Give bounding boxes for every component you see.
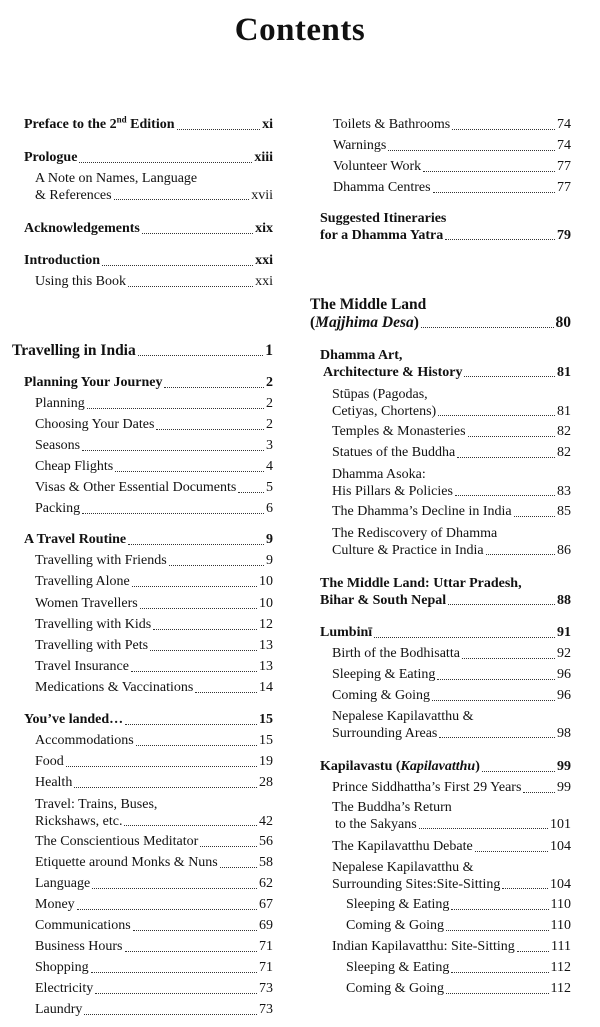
toc-page-number: 88 [557, 592, 571, 608]
toc-page-number: 13 [259, 659, 273, 674]
toc-page-number: 71 [259, 939, 273, 954]
toc-page-number: 77 [557, 180, 571, 195]
toc-entry-label: The Dhamma’s Decline in India [332, 504, 512, 519]
leader-dots [74, 787, 257, 788]
toc-entry-label: Choosing Your Dates [35, 417, 155, 432]
toc-page-number: 9 [266, 553, 273, 568]
toc-entry-label: Laundry [35, 1002, 83, 1017]
toc-page-number: xvii [251, 187, 273, 203]
toc-entry [333, 180, 571, 197]
toc-entry-label-line: A Note on Names, Language [35, 171, 198, 186]
leader-dots [153, 629, 257, 630]
toc-entry-label: Using this Book [35, 274, 127, 289]
toc-entry-label: Language [35, 876, 91, 891]
toc-entry [35, 834, 273, 851]
toc-entry [24, 375, 273, 392]
toc-entry [35, 939, 273, 956]
toc-page-number: 79 [557, 227, 571, 243]
toc-page-number: xix [255, 221, 273, 236]
toc-entry [320, 211, 571, 244]
leader-dots [482, 771, 555, 772]
toc-entry [35, 553, 273, 570]
toc-entry [24, 712, 273, 729]
toc-entry [35, 733, 273, 750]
toc-entry [35, 617, 273, 634]
toc-entry [35, 897, 273, 914]
toc-entry-label: Lumbinī [320, 625, 373, 640]
leader-dots [77, 909, 257, 910]
toc-entry [346, 897, 571, 914]
toc-page-number: 56 [259, 834, 273, 849]
leader-dots [114, 199, 250, 200]
leader-dots [92, 888, 257, 889]
toc-page-number: 82 [557, 424, 571, 439]
leader-dots [82, 450, 264, 451]
toc-entry [24, 221, 273, 238]
toc-page-number: 92 [557, 646, 571, 661]
toc-entry-label: Visas & Other Essential Documents [35, 480, 237, 495]
toc-page-number: 71 [259, 960, 273, 975]
toc-entry-label: Medications & Vaccinations [35, 680, 194, 695]
toc-entry-label: Indian Kapilavatthu: Site-Sitting [332, 939, 515, 954]
toc-entry-label: Communications [35, 918, 131, 933]
leader-dots [432, 700, 555, 701]
leader-dots [133, 930, 257, 931]
leader-dots [169, 565, 264, 566]
toc-page-number: 2 [266, 396, 273, 411]
toc-entry [35, 438, 273, 455]
toc-entry [35, 960, 273, 977]
toc-page-number: 112 [550, 981, 571, 996]
toc-page-number: 2 [266, 417, 273, 432]
leader-dots [164, 387, 264, 388]
leader-dots [462, 658, 555, 659]
leader-dots [502, 888, 548, 889]
toc-entry-label-line: The Middle Land [310, 296, 427, 313]
leader-dots [388, 150, 555, 151]
leader-dots [445, 239, 555, 240]
leader-dots [423, 171, 555, 172]
leader-dots [91, 972, 257, 973]
toc-entry-label: Surrounding Areas [332, 725, 438, 741]
leader-dots [374, 637, 555, 638]
toc-entry-label: Coming & Going [332, 688, 431, 703]
toc-entry-label-line: Stūpas (Pagodas, [332, 387, 428, 402]
toc-entry [332, 467, 571, 500]
toc-page-number: 42 [259, 813, 273, 829]
leader-dots [87, 408, 264, 409]
leader-dots [437, 679, 555, 680]
leader-dots [66, 766, 257, 767]
toc-page-number: 19 [259, 754, 273, 769]
toc-entry-label: Cheap Flights [35, 459, 114, 474]
toc-entry-label [24, 114, 175, 134]
toc-entry-label: Travelling Alone [35, 574, 130, 589]
toc-page-number: 104 [550, 839, 571, 854]
toc-entry-label: Accommodations [35, 733, 134, 748]
leader-dots [195, 692, 257, 693]
toc-entry [310, 296, 571, 332]
leader-dots [138, 355, 264, 356]
leader-dots [523, 792, 555, 793]
toc-entry [35, 659, 273, 676]
toc-page-number: 67 [259, 897, 273, 912]
toc-page-number: 96 [557, 688, 571, 703]
toc-entry-label: Etiquette around Monks & Nuns [35, 855, 218, 870]
leader-dots [95, 993, 257, 994]
leader-dots [517, 951, 549, 952]
toc-page-number: 110 [550, 918, 571, 933]
leader-dots [142, 233, 253, 234]
toc-page-number: 6 [266, 501, 273, 516]
toc-entry [320, 348, 571, 381]
toc-entry-label: Introduction [24, 253, 100, 268]
toc-entry-label: Birth of the Bodhisatta [332, 646, 460, 661]
leader-dots [439, 737, 555, 738]
toc-page-number: 28 [259, 775, 273, 790]
toc-entry [35, 918, 273, 935]
leader-dots [457, 457, 555, 458]
toc-page-number: 110 [550, 897, 571, 912]
leader-dots [451, 909, 548, 910]
leader-dots [421, 327, 554, 328]
toc-page-number: 15 [259, 733, 273, 748]
toc-page-number: 3 [266, 438, 273, 453]
toc-entry-label: Health [35, 775, 73, 790]
leader-dots [451, 972, 548, 973]
leader-dots [514, 516, 555, 517]
toc-page-number: xiii [254, 150, 273, 165]
toc-entry [35, 171, 273, 204]
toc-entry-label: Toilets & Bathrooms [333, 117, 451, 132]
toc-entry [35, 417, 273, 434]
toc-page-number: 83 [557, 483, 571, 499]
toc-entry-label: & References [35, 187, 112, 203]
toc-entry [332, 646, 571, 663]
toc-page-number: 112 [550, 960, 571, 975]
page-title: Contents [234, 12, 366, 48]
toc-page-number: 91 [557, 625, 571, 640]
toc-entry [320, 759, 571, 776]
leader-dots [82, 513, 264, 514]
toc-entry [333, 159, 571, 176]
toc-entry [35, 754, 273, 771]
toc-entry [332, 526, 571, 559]
toc-entry-label: Packing [35, 501, 81, 516]
leader-dots [136, 745, 257, 746]
toc-page-number: 62 [259, 876, 273, 891]
toc-entry-label: (Majjhima Desa) [310, 314, 419, 331]
toc-entry [332, 709, 571, 742]
toc-page-number: 98 [557, 725, 571, 741]
toc-entry [35, 1002, 273, 1019]
leader-dots [433, 192, 555, 193]
leader-dots [438, 415, 555, 416]
toc-page-number: 10 [259, 574, 273, 589]
toc-page-number: 9 [266, 532, 273, 547]
toc-entry-label: Bihar & South Nepal [320, 592, 447, 608]
toc-entry [332, 839, 571, 856]
toc-entry-label-line: Dhamma Art, [320, 348, 403, 363]
toc-entry [24, 150, 273, 167]
toc-entry [333, 117, 571, 134]
toc-entry [35, 680, 273, 697]
leader-dots [128, 544, 264, 545]
toc-entry-label: You’ve landed… [24, 712, 124, 727]
toc-page-number: 85 [557, 504, 571, 519]
toc-page-number: 73 [259, 1002, 273, 1017]
leader-dots [125, 724, 257, 725]
toc-entry-label: Dhamma Centres [333, 180, 431, 195]
toc-entry-label: Travelling with Pets [35, 638, 149, 653]
leader-dots [200, 846, 257, 847]
toc-entry-label: Shopping [35, 960, 89, 975]
toc-entry-label: Rickshaws, etc. [35, 813, 123, 829]
toc-page-number: 14 [259, 680, 273, 695]
toc-entry-label: Coming & Going [346, 981, 445, 996]
leader-dots [84, 1014, 257, 1015]
toc-page-number: 99 [557, 780, 571, 795]
toc-entry-label: Statues of the Buddha [332, 445, 456, 460]
toc-entry-label: Sleeping & Eating [346, 960, 450, 975]
toc-page-number: 111 [551, 939, 571, 954]
toc-entry-label: Volunteer Work [333, 159, 422, 174]
toc-entry-label: Electricity [35, 981, 94, 996]
toc-entry [35, 596, 273, 613]
toc-page-number: 5 [266, 480, 273, 495]
toc-entry [35, 855, 273, 872]
toc-entry-label: A Travel Routine [24, 532, 127, 547]
toc-entry [332, 424, 571, 441]
toc-entry [332, 800, 571, 833]
toc-entry-label-line: Travel: Trains, Buses, [35, 797, 158, 812]
toc-entry-label: Prologue [24, 150, 78, 165]
toc-entry [332, 667, 571, 684]
toc-entry [24, 532, 273, 549]
leader-dots [79, 162, 252, 163]
leader-dots [419, 828, 548, 829]
toc-entry [24, 114, 273, 134]
toc-entry [332, 939, 571, 956]
toc-page-number: 80 [555, 314, 571, 331]
toc-entry [332, 860, 571, 893]
leader-dots [464, 376, 555, 377]
toc-entry-label: Travelling with Kids [35, 617, 152, 632]
leader-dots [238, 492, 264, 493]
toc-entry-label: The Kapilavatthu Debate [332, 839, 473, 854]
toc-entry [35, 797, 273, 830]
toc-page-number: 13 [259, 638, 273, 653]
toc-entry [35, 638, 273, 655]
toc-page-number: 73 [259, 981, 273, 996]
toc-entry-label: to the Sakyans [335, 816, 417, 832]
toc-entry [35, 574, 273, 591]
toc-page-number: 81 [557, 364, 571, 380]
toc-entry [332, 445, 571, 462]
toc-entry-label: Prince Siddhattha’s First 29 Years [332, 780, 522, 795]
toc-page-number: 2 [266, 375, 273, 390]
leader-dots [446, 930, 549, 931]
leader-dots [131, 671, 257, 672]
leader-dots [150, 650, 257, 651]
leader-dots [446, 993, 549, 994]
toc-page-number: 15 [259, 712, 273, 727]
leader-dots [102, 265, 253, 266]
toc-entry-label: Kapilavastu (Kapilavatthu) [320, 759, 480, 774]
toc-entry-label: Food [35, 754, 64, 769]
leader-dots [125, 951, 257, 952]
toc-entry [35, 876, 273, 893]
toc-entry [35, 274, 273, 291]
leader-dots [124, 825, 257, 826]
toc-entry [24, 253, 273, 270]
toc-entry [332, 504, 571, 521]
leader-dots [486, 554, 555, 555]
toc-entry [346, 981, 571, 998]
toc-entry [320, 576, 571, 609]
toc-entry-label-line: Nepalese Kapilavatthu & [332, 709, 474, 724]
toc-page-number: 101 [550, 816, 571, 832]
toc-entry-label: His Pillars & Policies [332, 483, 453, 499]
toc-page-number: 81 [557, 403, 571, 419]
toc-page-number: 1 [265, 342, 273, 359]
toc-entry-label-line: Nepalese Kapilavatthu & [332, 860, 474, 875]
toc-entry-label: The Conscientious Meditator [35, 834, 199, 849]
toc-entry-label-part: Preface to the 2 [24, 117, 117, 132]
leader-dots [177, 129, 261, 130]
toc-page-number: 104 [550, 876, 571, 892]
toc-entry [332, 688, 571, 705]
toc-entry-label: Money [35, 897, 75, 912]
toc-entry [35, 775, 273, 792]
toc-page-number: 69 [259, 918, 273, 933]
toc-page-number: 74 [557, 138, 571, 153]
toc-entry [12, 342, 273, 360]
leader-dots [128, 286, 253, 287]
toc-entry-label: Seasons [35, 438, 81, 453]
leader-dots [448, 604, 555, 605]
toc-entry-label: Surrounding Sites:Site-Sitting [332, 876, 501, 892]
toc-entry-label: Cetiyas, Chortens) [332, 403, 437, 419]
toc-entry-label: Women Travellers [35, 596, 138, 611]
toc-page-number: 10 [259, 596, 273, 611]
toc-entry-label: Business Hours [35, 939, 123, 954]
toc-entry-label: Travelling in India [12, 342, 136, 359]
toc-page-number: 99 [557, 759, 571, 774]
toc-entry [35, 981, 273, 998]
toc-entry [332, 780, 571, 797]
toc-page-number: xxi [255, 253, 273, 268]
toc-entry-label: Sleeping & Eating [332, 667, 436, 682]
leader-dots [452, 129, 555, 130]
toc-page-number: 82 [557, 445, 571, 460]
toc-entry [35, 501, 273, 518]
toc-entry [332, 387, 571, 420]
toc-page-number: 77 [557, 159, 571, 174]
toc-entry-label: Travelling with Friends [35, 553, 167, 568]
toc-entry-label-part: Edition [126, 117, 175, 132]
toc-entry-label: Planning [35, 396, 85, 411]
toc-page-number: 96 [557, 667, 571, 682]
toc-entry-label: Acknowledgements [24, 221, 140, 236]
toc-entry-label: for a Dhamma Yatra [320, 227, 444, 243]
toc-entry-label: Temples & Monasteries [332, 424, 466, 439]
toc-entry-label-line: The Rediscovery of Dhamma [332, 526, 498, 541]
toc-entry [346, 918, 571, 935]
toc-page-number: 86 [557, 542, 571, 558]
toc-page-number: xi [262, 117, 273, 132]
toc-page-number: xxi [255, 274, 273, 289]
leader-dots [140, 608, 257, 609]
toc-page-number: 12 [259, 617, 273, 632]
leader-dots [132, 586, 257, 587]
toc-entry-label: Coming & Going [346, 918, 445, 933]
toc-page-number: 58 [259, 855, 273, 870]
toc-entry-label: Warnings [333, 138, 387, 153]
toc-entry [333, 138, 571, 155]
toc-entry-label: Sleeping & Eating [346, 897, 450, 912]
leader-dots [475, 851, 548, 852]
toc-page-number: 74 [557, 117, 571, 132]
leader-dots [468, 436, 555, 437]
leader-dots [156, 429, 264, 430]
toc-entry-label-line: Suggested Itineraries [320, 211, 447, 226]
toc-entry [346, 960, 571, 977]
toc-entry [35, 396, 273, 413]
toc-entry [320, 625, 571, 642]
leader-dots [455, 495, 555, 496]
toc-entry [35, 459, 273, 476]
toc-entry-label-line: Dhamma Asoka: [332, 467, 426, 482]
leader-dots [220, 867, 257, 868]
toc-entry-label-line: The Middle Land: Uttar Pradesh, [320, 576, 522, 591]
toc-entry-label: Architecture & History [323, 364, 463, 380]
toc-entry-label: Travel Insurance [35, 659, 129, 674]
toc-entry [35, 480, 273, 497]
toc-entry-label: Planning Your Journey [24, 375, 163, 390]
toc-page-number: 4 [266, 459, 273, 474]
ordinal-superscript: nd [116, 114, 127, 125]
toc-entry-label: Culture & Practice in India [332, 542, 484, 558]
toc-entry-label-line: The Buddha’s Return [332, 800, 452, 815]
leader-dots [115, 471, 264, 472]
